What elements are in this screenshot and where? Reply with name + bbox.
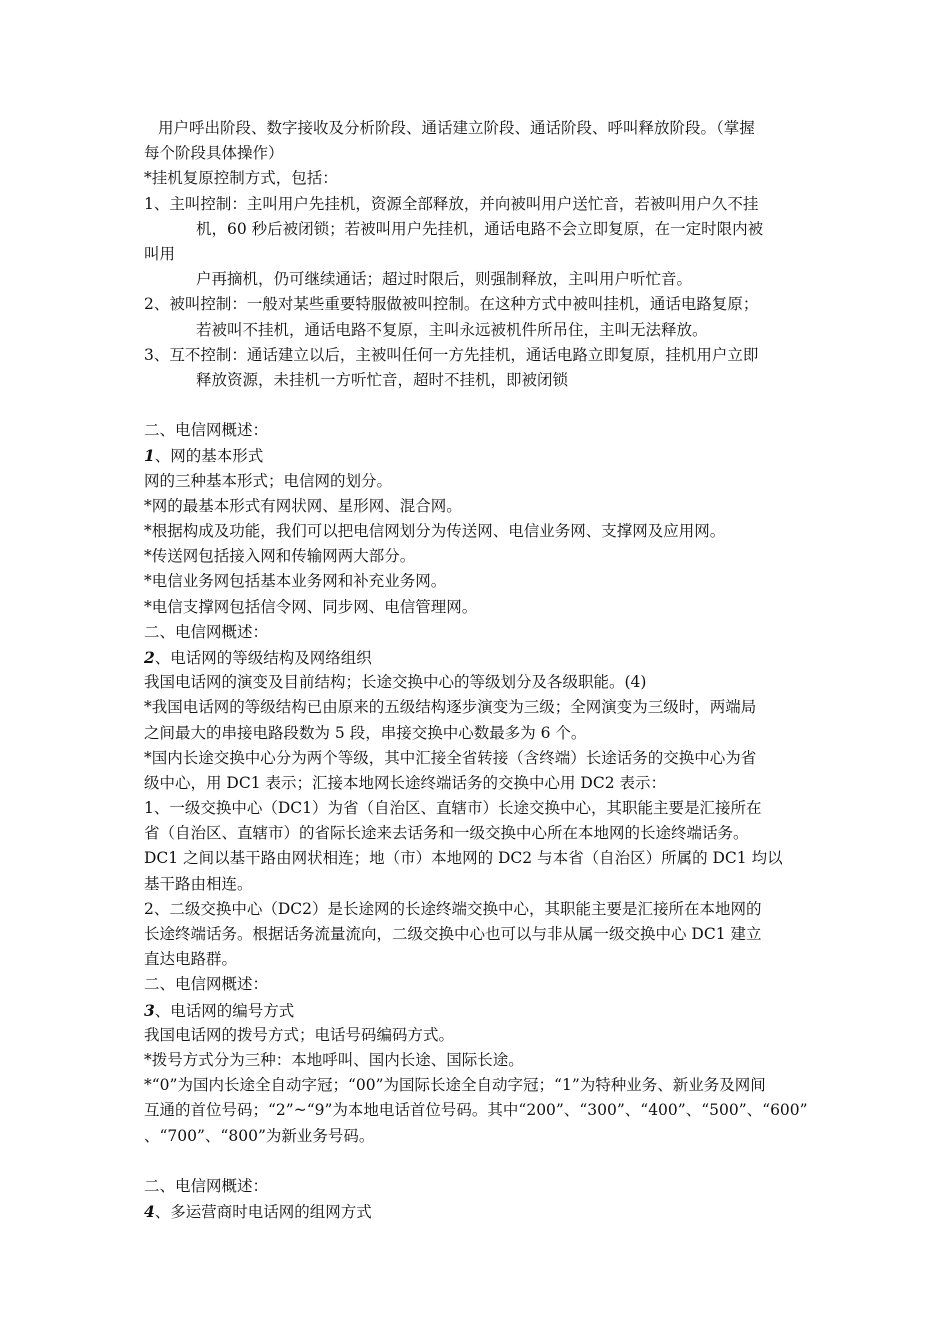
caller-control-line-3: 叫用 [144, 244, 176, 263]
body-line: *电信支撑网包括信令网、同步网、电信管理网。 [144, 597, 478, 616]
section-subtitle [144, 443, 810, 468]
subtitle-number: 4 [144, 1202, 155, 1222]
body-line: 网的三种基本形式；电信网的划分。 [144, 471, 393, 490]
caller-control-line-1: 1、主叫控制：主叫用户先挂机，资源全部释放，并向被叫用户送忙音，若被叫用户久不挂 [144, 194, 759, 213]
section-subtitle [144, 998, 810, 1023]
section-heading: 二、电信网概述： [144, 421, 269, 440]
subtitle-text: 、网的基本形式 [154, 447, 264, 466]
body-line: 级中心，用 DC1 表示；汇接本地网长途终端话务的交换中心用 DC2 表示： [144, 773, 667, 792]
subtitle-text: 、电话网的编号方式 [154, 1001, 295, 1020]
paragraph-call-stages-line-1: 用户呼出阶段、数字接收及分析阶段、通话建立阶段、通话阶段、呼叫释放阶段。（掌握 [158, 119, 755, 137]
hangup-control-title: *挂机复原控制方式，包括： [144, 169, 338, 188]
blank-line [144, 1149, 810, 1174]
section-subtitle [144, 1199, 810, 1224]
body-line: 2、二级交换中心（DC2）是长途网的长途终端交换中心，其职能主要是汇接所在本地网的 [144, 899, 762, 918]
subtitle-text: 、电话网的等级结构及网络组织 [154, 648, 372, 667]
subtitle-number: 3 [144, 1000, 155, 1020]
body-line: *根据构成及功能，我们可以把电信网划分为传送网、电信业务网、支撑网及应用网。 [144, 522, 726, 540]
body-line: DC1 之间以基干路由网状相连；地（市）本地网的 DC2 与本省（自治区）所属的 DC1 均以 [144, 849, 783, 868]
body-line: 基干路由相连。 [144, 874, 253, 893]
body-line: *电信业务网包括基本业务网和补充业务网。 [144, 572, 447, 591]
body-line: 直达电路群。 [144, 950, 238, 969]
section-heading: 二、电信网概述： [144, 975, 269, 994]
caller-control-line-2: 机，60 秒后被闭锁；若被叫用户先挂机，通话电路不会立即复原，在一定时限内被 [196, 219, 764, 238]
body-line: 互通的首位号码；“2”~“9”为本地电话首位号码。其中“200”、“300”、“400”、“500”、“600” [144, 1101, 808, 1120]
subtitle-text: 、多运营商时电话网的组网方式 [154, 1203, 372, 1222]
body-line: 我国电话网的拨号方式；电话号码编码方式。 [144, 1025, 455, 1044]
body-line: *传送网包括接入网和传输网两大部分。 [144, 547, 416, 566]
paragraph-call-stages-line-2: 每个阶段具体操作） [144, 144, 284, 163]
subtitle-number: 2 [144, 647, 155, 667]
mutual-control-line-1: 3、互不控制：通话建立以后，主被叫任何一方先挂机，通话电路立即复原，挂机用户立即 [144, 345, 759, 364]
body-line: *“0”为国内长途全自动字冠；“00”为国际长途全自动字冠；“1”为特种业务、新业务及网间 [144, 1076, 766, 1095]
body-line: 我国电话网的演变及目前结构；长途交换中心的等级划分及各级职能。(4) [144, 673, 647, 692]
blank-line [144, 393, 810, 418]
subtitle-number: 1 [144, 446, 155, 466]
caller-control-line-4: 户再摘机，仍可继续通话；超过时限后，则强制释放，主叫用户听忙音。 [196, 270, 693, 289]
mutual-control-line-2: 释放资源，未挂机一方听忙音，超时不挂机，即被闭锁 [196, 370, 569, 389]
body-line: 长途终端话务。根据话务流量流向，二级交换中心也可以与非从属一级交换中心 DC1 建立 [144, 925, 762, 943]
callee-control-line-1: 2、被叫控制：一般对某些重要特服做被叫控制。在这种方式中被叫挂机，通话电路复原； [144, 295, 759, 314]
section-subtitle [144, 645, 810, 670]
body-line: 、“700”、“800”为新业务号码。 [144, 1126, 375, 1145]
body-line: *网的最基本形式有网状网、星形网、混合网。 [144, 496, 462, 515]
body-line: 省（自治区、直辖市）的省际长途来去话务和一级交换中心所在本地网的长途终端话务。 [144, 824, 749, 843]
body-line: *我国电话网的等级结构已由原来的五级结构逐步演变为三级；全网演变为三级时，两端局 [144, 698, 757, 717]
callee-control-line-2: 若被叫不挂机，通话电路不复原，主叫永远被机件所吊住，主叫无法释放。 [196, 320, 708, 339]
document-body [144, 116, 810, 1224]
body-line: 之间最大的串接电路段数为 5 段，串接交换中心数最多为 6 个。 [144, 723, 587, 742]
body-line: 1、一级交换中心（DC1）为省（自治区、直辖市）长途交换中心，其职能主要是汇接所在 [144, 799, 762, 818]
body-line: *国内长途交换中心分为两个等级，其中汇接全省转接（含终端）长途话务的交换中心为省 [144, 748, 757, 767]
section-heading: 二、电信网概述： [144, 1176, 269, 1195]
section-heading: 二、电信网概述： [144, 622, 269, 641]
body-line: *拨号方式分为三种：本地呼叫、国内长途、国际长途。 [144, 1050, 524, 1069]
